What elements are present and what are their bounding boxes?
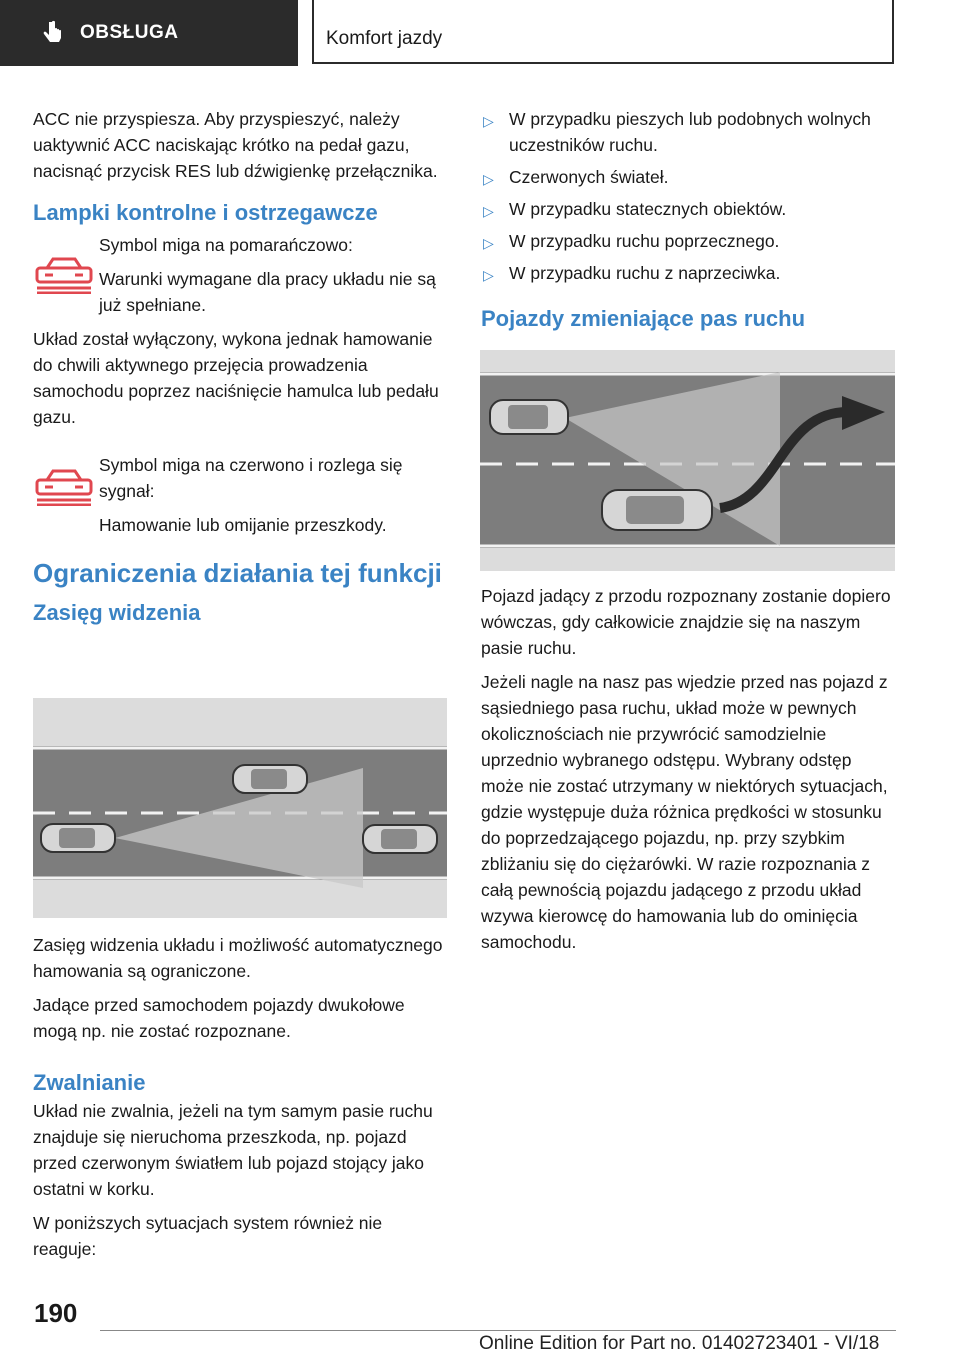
lane-paragraph-1: Pojazd jadący z przodu rozpoznany zostanie dopiero wówczas, gdy całkowicie znajdzie się na naszym pasie ruchu. [481, 586, 891, 658]
car-ahead-icon [233, 765, 307, 793]
orange-symbol-text: Symbol miga na pomarańczowo: [99, 235, 353, 255]
section-label: OBSŁUGA [80, 22, 179, 43]
car-right-icon [363, 825, 437, 853]
left-column [33, 106, 447, 634]
page-header [0, 0, 960, 66]
slow-heading: Zwalnianie [33, 1070, 146, 1095]
slow-text: Układ nie zwalnia, jeżeli na tym samym pasie ruchu znajduje się nieruchoma przeszkoda, np. pojazd przed czerwonym światłem lub pojazd stojący jako ostatni w korku. [33, 1101, 433, 1199]
range-illustration [33, 698, 447, 918]
car-warning-orange-icon [33, 254, 95, 294]
bullet-triangle-icon: ▷ [483, 171, 494, 187]
orange-warning-row [33, 232, 447, 318]
system-off-paragraph: Układ został wyłączony, wykona jednak hamowanie do chwili aktywnego przejęcia prowadzenia samochodu poprzez naciśnięcie hamulca lub pedału gazu. [33, 329, 439, 427]
bullet-triangle-icon: ▷ [483, 235, 494, 251]
lane-change-illustration [480, 350, 895, 571]
chapter-tab [312, 0, 894, 64]
bullet-item: ▷ W przypadku pieszych lub podobnych wolnych uczestników ruchu. [483, 109, 871, 155]
bullet-triangle-icon: ▷ [483, 113, 494, 129]
two-wheel-text: Jadące przed samochodem pojazdy dwukołowe mogą np. nie zostać rozpoznane. [33, 995, 405, 1041]
own-car-icon [490, 400, 568, 434]
limits-heading: Ograniczenia działania tej funkcji [33, 558, 442, 588]
lampki-heading: Lampki kontrolne i ostrzegawcze [33, 200, 378, 225]
car-warning-red-icon [33, 466, 95, 506]
red-symbol-text: Symbol miga na czerwono i rozlega się sygnał: [99, 455, 403, 501]
left-column-bottom [33, 932, 447, 1270]
page-number: 190 [34, 1298, 78, 1328]
range-heading: Zasięg widzenia [33, 600, 201, 625]
no-react-text: W poniższych sytuacjach system również nie reaguje: [33, 1213, 383, 1259]
own-car-icon [41, 824, 115, 852]
hand-pointer-icon [40, 20, 66, 46]
bullet-triangle-icon: ▷ [483, 267, 494, 283]
merging-car-icon [602, 490, 712, 530]
footer-divider [100, 1330, 896, 1331]
lane-heading: Pojazdy zmieniające pas ruchu [481, 306, 806, 331]
bullet-item: ▷ W przypadku statecznych obiektów. [481, 196, 895, 222]
red-desc-text: Hamowanie lub omijanie przeszkody. [99, 515, 387, 535]
bullet-item: ▷ Czerwonych świateł. [481, 164, 895, 190]
red-warning-row [33, 452, 447, 538]
bullet-item: ▷ W przypadku ruchu z naprzeciwka. [481, 260, 895, 286]
bullet-item: ▷ W przypadku ruchu poprzecznego. [481, 228, 895, 254]
chapter-title: Komfort jazdy [326, 28, 443, 49]
right-column [481, 106, 895, 340]
edition-footer: Online Edition for Part no. 01402723401 - VI/18 [479, 1333, 880, 1354]
range-text: Zasięg widzenia układu i możliwość automatycznego hamowania są ograniczone. [33, 935, 443, 981]
intro-paragraph: ACC nie przyspiesza. Aby przyspieszyć, należy uaktywnić ACC naciskając krótko na pedał gazu, nacisnąć przycisk RES lub dźwigienkę przełącznika. [33, 109, 438, 181]
section-tab[interactable] [0, 0, 298, 66]
bullet-triangle-icon: ▷ [483, 203, 494, 219]
range-diagram [33, 698, 447, 918]
right-column-bottom [481, 583, 895, 963]
orange-desc-text: Warunki wymagane dla pracy układu nie są już spełniane. [99, 269, 436, 315]
lane-change-diagram [480, 350, 895, 571]
lane-paragraph-2: Jeżeli nagle na nasz pas wjedzie przed nas pojazd z sąsiedniego pasa ruchu, układ może w pewnych okolicznościach nie przywrócić samodzielnie uprzednio wybranego odstępu. Wybrany odstęp może nie zostać utrzymany w niektórych sytuacjach, gdzie występuje duża różnica prędkości w stosunku do poprzedzającego pojazdu, np. przy szybkim zbliżaniu się do ciężarówki. W razie rozpoznania z całą pewnością pojazdu jadącego z przodu układ wzywa kierowcę do hamowania lub do ominięcia samochodu. [481, 672, 888, 952]
